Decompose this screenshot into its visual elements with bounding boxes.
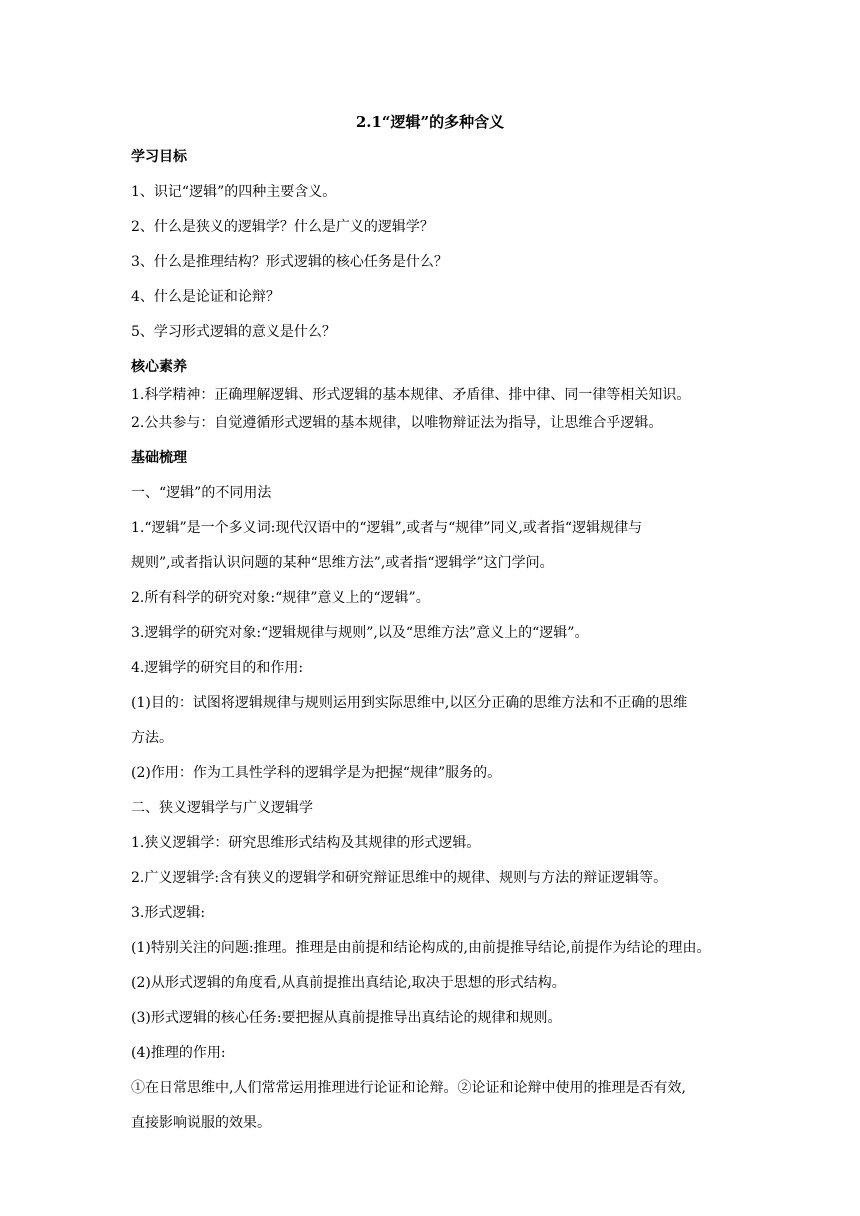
paragraph-continued: 方法。 bbox=[131, 730, 173, 746]
goal-item: 5、学习形式逻辑的意义是什么？ bbox=[131, 324, 336, 340]
paragraph: 2.所有科学的研究对象:“规律”意义上的“逻辑”。 bbox=[131, 590, 430, 606]
paragraph: 4.逻辑学的研究目的和作用: bbox=[131, 660, 304, 676]
goal-item: 3、什么是推理结构？形式逻辑的核心任务是什么？ bbox=[131, 254, 448, 270]
section-heading-learning-goals: 学习目标 bbox=[131, 149, 187, 165]
paragraph: (2)从形式逻辑的角度看,从真前提推出真结论,取决于思想的形式结构。 bbox=[131, 975, 566, 991]
paragraph: 3.形式逻辑: bbox=[131, 905, 206, 921]
paragraph: (2)作用：作为工具性学科的逻辑学是为把握“规律”服务的。 bbox=[131, 765, 502, 781]
paragraph: (1)目的：试图将逻辑规律与规则运用到实际思维中,以区分正确的思维方法和不正确的思维 bbox=[131, 695, 688, 711]
goal-item: 1、识记“逻辑”的四种主要含义。 bbox=[131, 184, 337, 200]
paragraph: 1.“逻辑”是一个多义词:现代汉语中的“逻辑”,或者与“规律”同义,或者指“逻辑规律与 bbox=[131, 520, 643, 536]
document-body bbox=[131, 145, 741, 1135]
paragraph: 3.逻辑学的研究对象:“逻辑规律与规则”,以及“思维方法”意义上的“逻辑”。 bbox=[131, 625, 589, 641]
literacy-item: 2.公共参与：自觉遵循形式逻辑的基本规律，以唯物辩证法为指导，让思维合乎逻辑。 bbox=[131, 415, 663, 431]
subsection-heading: 一、“逻辑”的不同用法 bbox=[131, 485, 272, 501]
literacy-item: 1.科学精神：正确理解逻辑、形式逻辑的基本规律、矛盾律、排中律、同一律等相关知识。 bbox=[131, 387, 691, 403]
paragraph: (3)形式逻辑的核心任务:要把握从真前提推导出真结论的规律和规则。 bbox=[131, 1010, 562, 1026]
goal-item: 4、什么是论证和论辩？ bbox=[131, 289, 280, 305]
paragraph-continued: 规则”,或者指认识问题的某种“思维方法”,或者指“逻辑学”这门学问。 bbox=[131, 555, 554, 571]
paragraph-continued: 直接影响说服的效果。 bbox=[131, 1115, 271, 1131]
section-heading-basics: 基础梳理 bbox=[131, 450, 187, 466]
subsection-heading: 二、狭义逻辑学与广义逻辑学 bbox=[131, 800, 313, 816]
paragraph: 1.狭义逻辑学：研究思维形式结构及其规律的形式逻辑。 bbox=[131, 835, 481, 851]
section-heading-core-literacy: 核心素养 bbox=[131, 359, 187, 375]
document-title: 2.1“逻辑”的多种含义 bbox=[355, 113, 505, 131]
goal-item: 2、什么是狭义的逻辑学？什么是广义的逻辑学？ bbox=[131, 219, 434, 235]
paragraph: 2.广义逻辑学:含有狭义的逻辑学和研究辩证思维中的规律、规则与方法的辩证逻辑等。 bbox=[131, 870, 668, 886]
paragraph: ①在日常思维中,人们常常运用推理进行论证和论辩。②论证和论辩中使用的推理是否有效, bbox=[131, 1080, 686, 1096]
paragraph: (1)特别关注的问题:推理。推理是由前提和结论构成的,由前提推导结论,前提作为结论的理由。 bbox=[131, 940, 711, 956]
paragraph: (4)推理的作用: bbox=[131, 1045, 226, 1061]
